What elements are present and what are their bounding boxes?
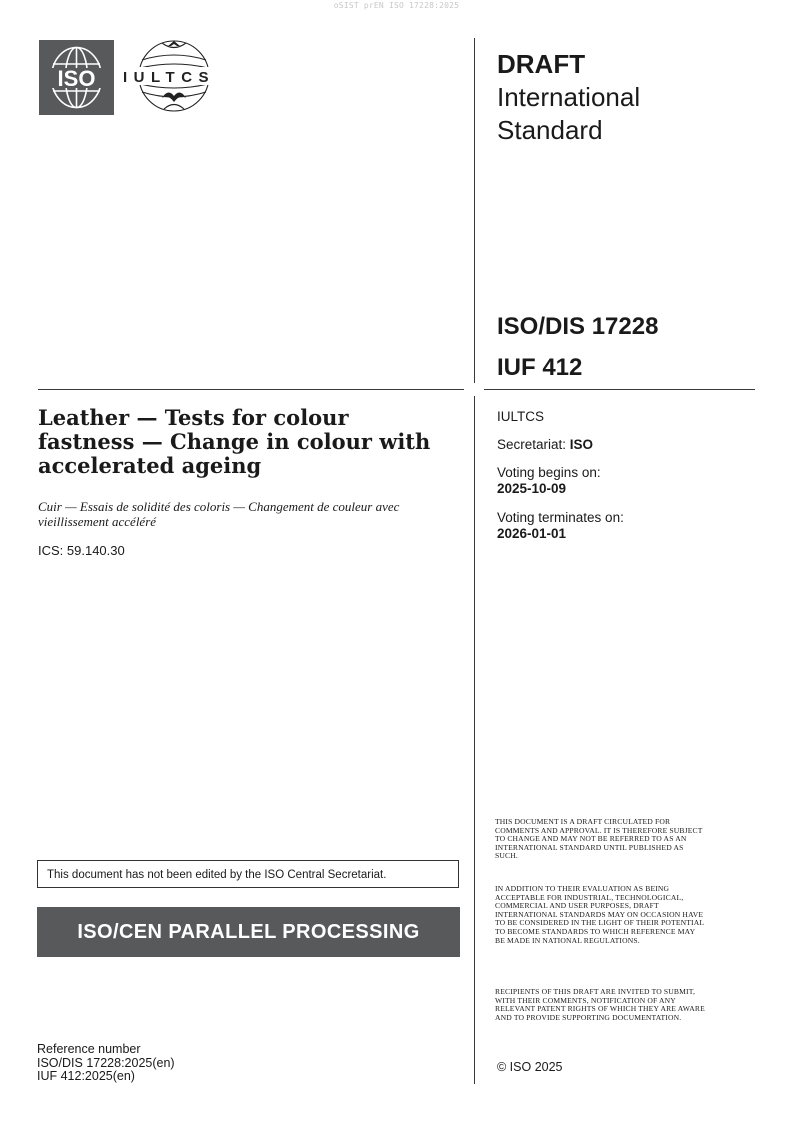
voting-terminates-date: 2026-01-01 [497,526,567,541]
vertical-divider-bottom [474,396,475,1084]
vertical-divider-top [474,38,475,383]
standard-label: Standard [497,115,603,145]
reference-number-label: Reference number [37,1042,141,1056]
disclaimer-paragraph-3: RECIPIENTS OF THIS DRAFT ARE INVITED TO SUBMIT, WITH THEIR COMMENTS, NOTIFICATION OF ANY RELEVANT PATENT RIGHTS OF WHICH THEY ARE AWARE AND TO PROVIDE SUPPORTING DOCUMENTATION. [495,987,705,1022]
disclaimer-paragraph-1: THIS DOCUMENT IS A DRAFT CIRCULATED FOR COMMENTS AND APPROVAL. IT IS THEREFORE SUBJECT TO CHANGE AND MAY NOT BE REFERRED TO AS AN INTERNATIONAL STANDARD UNTIL PUBLISHED AS SUCH. [495,817,703,861]
draft-label: DRAFT [497,49,586,79]
secretariat-line [497,437,593,453]
iso-logo [39,40,114,115]
draft-standard-heading [497,48,640,147]
watermark-text: oSIST prEN ISO 17228:2025 [333,1,460,10]
ics-code: ICS: 59.140.30 [38,543,125,558]
document-number: ISO/DIS 17228 [497,313,659,340]
horizontal-divider-right [484,389,755,390]
disclaimer-paragraph-2: IN ADDITION TO THEIR EVALUATION AS BEING ACCEPTABLE FOR INDUSTRIAL, TECHNOLOGICAL, COMMERCIAL AND USER PURPOSES, DRAFT INTERNATIONAL STANDARDS MAY ON OCCASION HAVE TO BE CONSIDERED IN THE LIGHT OF THEIR POTENTIAL TO BECOME STANDARDS TO WHICH REFERENCE MAY BE MADE IN NATIONAL REGULATIONS. [495,884,704,945]
iultcs-logo [120,38,242,114]
voting-begins-label: Voting begins on: [497,465,601,480]
iso-logo-text: ISO [57,66,96,91]
horizontal-divider-left [38,389,464,390]
voting-begins [497,465,601,497]
reference-number-block [37,1043,175,1084]
iultcs-logo-text: IULTCS [123,69,216,86]
reference-number-iso: ISO/DIS 17228:2025(en) [37,1055,175,1070]
iuf-number: IUF 412 [497,354,583,381]
secretariat-value: ISO [569,437,594,452]
international-label: International [497,82,641,112]
reference-number-iuf: IUF 412:2025(en) [37,1069,135,1083]
voting-terminates-label: Voting terminates on: [497,510,624,525]
voting-terminates [497,510,624,542]
document-title: Leather — Tests for colour fastness — Change in colour with accelerated ageing [38,405,431,478]
copyright-notice: © ISO 2025 [497,1060,563,1074]
secretariat-label: Secretariat: [497,437,567,452]
voting-begins-date: 2025-10-09 [497,481,567,496]
organization-label: IULTCS [497,409,545,424]
not-edited-notice: This document has not been edited by the ISO Central Secretariat. [37,860,459,888]
french-title: Cuir — Essais de solidité des coloris — Changement de couleur avec vieillissement accéléré [38,499,400,529]
parallel-processing-banner: ISO/CEN PARALLEL PROCESSING [37,907,460,957]
